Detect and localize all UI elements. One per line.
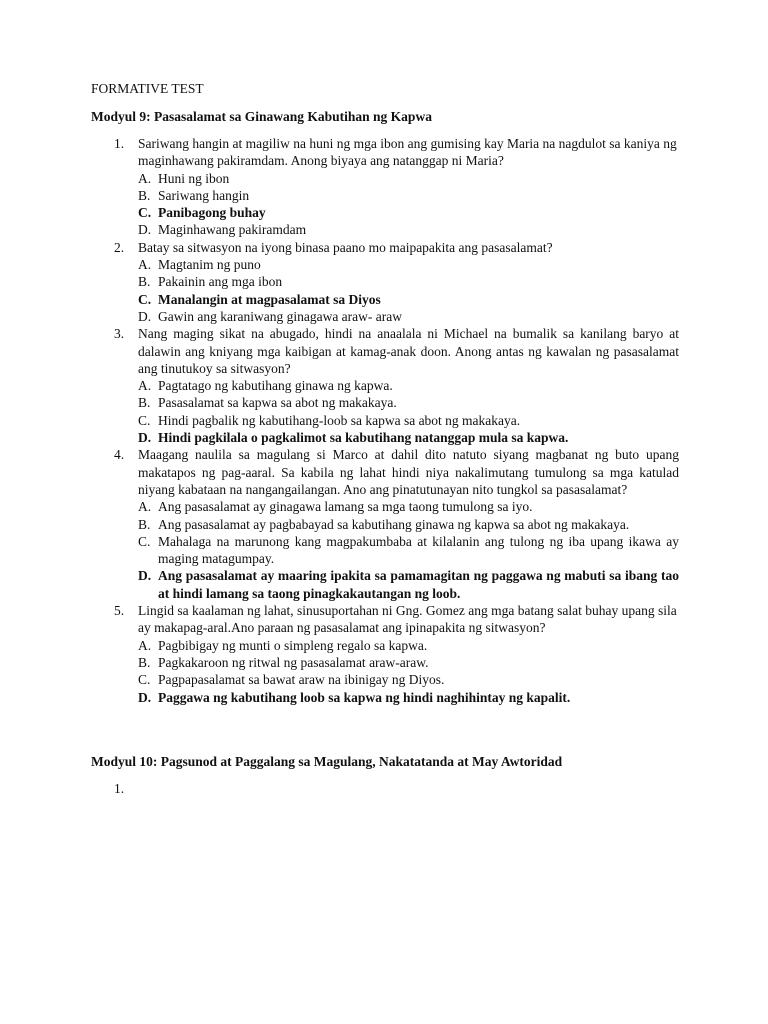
option-d: D. Maginhawang pakiramdam — [138, 222, 307, 238]
option-c-answer: C. Manalangin at magpasalamat sa Diyos — [138, 291, 381, 307]
option-a: A. Huni ng ibon — [138, 170, 230, 186]
option-b: B. Sariwang hangin — [138, 187, 250, 203]
question-number: 2. — [114, 239, 125, 255]
option-c: C. Hindi pagbalik ng kabutihang-loob sa kapwa sa abot ng makakaya. — [138, 412, 521, 428]
question-4 — [91, 446, 679, 602]
question-list — [91, 135, 679, 706]
question-1 — [91, 135, 679, 239]
option-a: A. Pagtatago ng kabutihang ginawa ng kapwa. — [138, 378, 393, 394]
question-number: 1. — [114, 136, 125, 151]
module10-title: Modyul 10: Pagsunod at Paggalang sa Magulang, Nakatatanda at May Awtoridad — [91, 754, 563, 769]
question-text: Maagang naulila sa magulang si Marco at dahil dito natuto siyang magbanat ng buto upang makatapos ng pag-aaral. Sa kabila ng lahat hindi niya nakalimutang tumulong sa mga katulad niyang kabataan na nangangailangan. Ano ang pinatutunayan nito tungkol sa pasasalamat? — [138, 447, 679, 497]
option-b: B. Pagkakaroon ng ritwal ng pasasalamat araw-araw. — [138, 654, 429, 670]
question-text: Batay sa sitwasyon na iyong binasa paano mo maipapakita ang pasasalamat? — [138, 239, 553, 255]
question-number: 5. — [114, 603, 125, 619]
option-b: B. Ang pasasalamat ay pagbabayad sa kabutihang ginawa ng kapwa sa abot ng makakaya. — [138, 516, 630, 532]
module10-question-1-number: 1. — [114, 781, 125, 796]
module9-title: Modyul 9: Pasasalamat sa Ginawang Kabutihan ng Kapwa — [91, 109, 432, 124]
question-5 — [91, 602, 679, 706]
option-d-answer: D. Ang pasasalamat ay maaring ipakita sa pamamagitan ng paggawa ng mabuti sa ibang tao at hindi lamang sa taong pinagkakautangan ng loob. — [138, 568, 679, 601]
option-a: A. Ang pasasalamat ay ginagawa lamang sa mga taong tumulong sa iyo. — [138, 499, 533, 515]
option-c-answer: C. Panibagong buhay — [138, 205, 266, 221]
option-b: B. Pakainin ang mga ibon — [138, 274, 283, 290]
option-d-answer: D. Paggawa ng kabutihang loob sa kapwa ng hindi naghihintay ng kapalit. — [138, 689, 571, 705]
option-a: A. Magtanim ng puno — [138, 257, 261, 273]
question-number: 4. — [114, 447, 125, 463]
question-number: 3. — [114, 326, 125, 342]
option-c: C. Mahalaga na marunong kang magpakumbaba at kilalanin ang tulong ng iba upang ikawa ay maging matagumpay. — [138, 533, 679, 567]
question-2 — [91, 239, 679, 325]
option-b: B. Pasasalamat sa kapwa sa abot ng makakaya. — [138, 395, 397, 411]
question-text: Nang maging sikat na abugado, hindi na anaalala ni Michael na bumalik sa kanilang baryo at dalawin ang kniyang mga kaibigan at kamag-anak doon. Anong antas ng kawalan ng pasasalamat ang tinutukoy sa sitwasyon? — [138, 326, 679, 376]
question-3 — [91, 325, 679, 446]
question-text: Lingid sa kaalaman ng lahat, sinusuportahan ni Gng. Gomez ang mga batang salat buhay upang sila ay makapag-aral.Ano paraan ng pasasalamat ang ipinapakita ng sitwasyon? — [138, 603, 677, 636]
option-d: D. Gawin ang karaniwang ginagawa araw- araw — [138, 308, 403, 324]
option-a: A. Pagbibigay ng munti o simpleng regalo sa kapwa. — [138, 637, 428, 653]
option-c: C. Pagpapasalamat sa bawat araw na ibinigay ng Diyos. — [138, 672, 445, 688]
document-title: FORMATIVE TEST — [91, 81, 204, 96]
option-d-answer: D. Hindi pagkilala o pagkalimot sa kabutihang natanggap mula sa kapwa. — [138, 430, 569, 446]
question-text: Sariwang hangin at magiliw na huni ng mga ibon ang gumising kay Maria na nagdulot sa kaniya ng maginhawang pakiramdam. Anong biyaya ang natanggap ni Maria? — [138, 136, 677, 169]
